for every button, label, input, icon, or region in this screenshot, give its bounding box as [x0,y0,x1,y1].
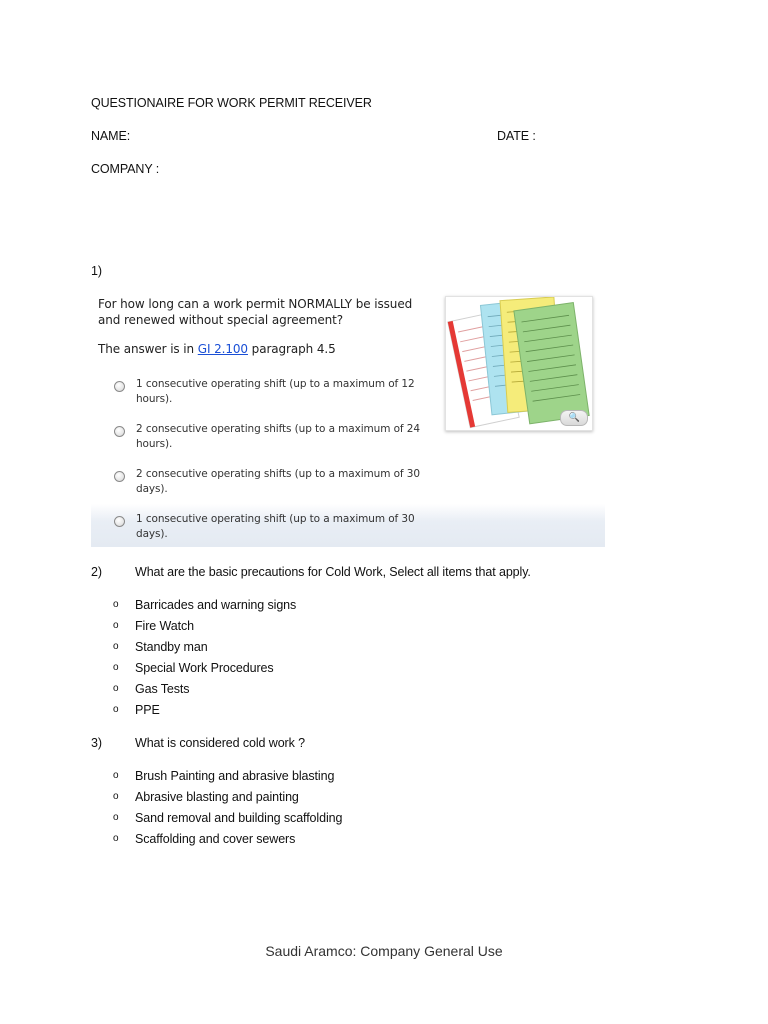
bullet: o [113,599,119,610]
list-item: Scaffolding and cover sewers [135,832,296,846]
radio-button[interactable] [114,471,125,482]
document-title: QUESTIONAIRE FOR WORK PERMIT RECEIVER [91,96,372,110]
bullet: o [113,812,119,823]
question-1-screenshot [91,290,605,547]
radio-button[interactable] [114,381,125,392]
list-item: Special Work Procedures [135,661,274,675]
option-label: 1 consecutive operating shift (up to a maximum of 30 days). [136,513,415,540]
work-permit-forms-image[interactable] [445,296,593,431]
option-label: 2 consecutive operating shifts (up to a maximum of 24 hours). [136,423,420,450]
name-label: NAME: [91,129,131,143]
list-item: Abrasive blasting and painting [135,790,299,804]
answer-suffix: paragraph 4.5 [247,342,336,356]
list-item: Sand removal and building scaffolding [135,811,343,825]
bullet: o [113,770,119,781]
list-item: PPE [135,703,160,717]
list-item: Gas Tests [135,682,190,696]
bullet: o [113,620,119,631]
radio-button[interactable] [114,426,125,437]
question-2-number: 2) [91,565,102,579]
magnifier-icon[interactable]: 🔍 [560,410,588,426]
bullet: o [113,683,119,694]
question-1-number: 1) [91,264,102,278]
option-label: 2 consecutive operating shifts (up to a maximum of 30 days). [136,468,420,495]
question-2-text: What are the basic precautions for Cold Work, Select all items that apply. [135,565,531,579]
bullet: o [113,704,119,715]
bullet: o [113,662,119,673]
list-item: Brush Painting and abrasive blasting [135,769,335,783]
date-label: DATE : [497,129,536,143]
list-item: Barricades and warning signs [135,598,297,612]
bullet: o [113,641,119,652]
question-3-number: 3) [91,736,102,750]
footer-classification: Saudi Aramco: Company General Use [265,943,503,959]
bullet: o [113,791,119,802]
gi-reference-link[interactable]: GI 2.100 [197,342,248,356]
answer-prefix: The answer is in [98,342,198,356]
question-1-answer-reference [98,342,336,356]
question-1-text: For how long can a work permit NORMALLY be issued and renewed without special agreement? [98,297,413,327]
list-item: Standby man [135,640,208,654]
question-3-text: What is considered cold work ? [135,736,305,750]
bullet: o [113,833,119,844]
option-label: 1 consecutive operating shift (up to a maximum of 12 hours). [136,378,415,405]
list-item: Fire Watch [135,619,194,633]
company-label: COMPANY : [91,162,160,176]
radio-button[interactable] [114,516,125,527]
